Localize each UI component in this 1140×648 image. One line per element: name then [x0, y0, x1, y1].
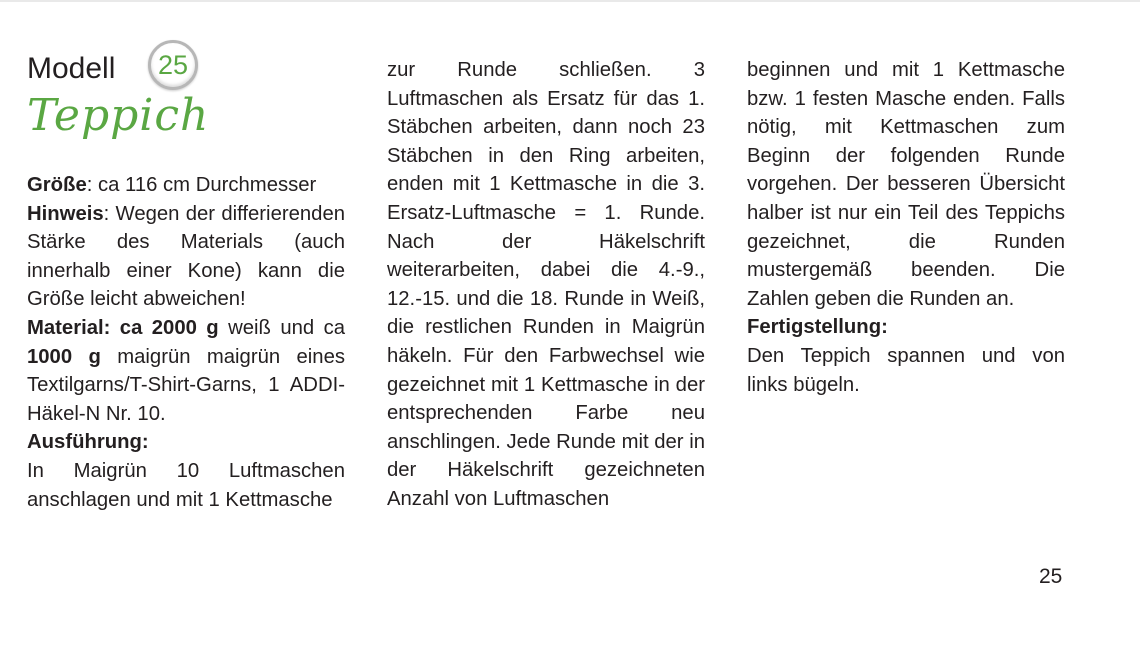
- note-paragraph: [27, 200, 345, 314]
- size-text: : ca 116 cm Durchmesser: [86, 174, 317, 196]
- top-divider: [0, 0, 1140, 2]
- material-paragraph: [27, 314, 345, 428]
- pattern-header: [27, 38, 347, 168]
- size-paragraph: [27, 171, 345, 200]
- column-1: [27, 171, 345, 514]
- instructions-heading: Ausführung:: [27, 431, 149, 454]
- column-3: [747, 56, 1065, 399]
- page-number: 25: [1039, 565, 1063, 588]
- material-text-1: weiß und ca: [218, 316, 346, 339]
- finishing-text: Den Teppich spannen und von links bügeln.: [747, 344, 1065, 396]
- pattern-title: Teppich: [27, 90, 210, 141]
- modell-label: Modell: [27, 52, 116, 85]
- column-2: [387, 56, 705, 514]
- modell-number-badge: 25: [148, 40, 198, 90]
- instructions-text-start: In Maigrün 10 Luftmaschen anschlagen und mit 1 Kettmasche: [27, 459, 345, 511]
- finishing-heading-paragraph: [747, 313, 1065, 342]
- instructions-text-middle: zur Runde schließen. 3 Luftmaschen als Ersatz für das 1. Stäbchen arbeiten, dann noch 23 Stäbchen in den Ring arbeiten, enden mit 1 Kettmasche in die 3. Ersatz-Luftmasche = 1. Runde. Nach der Häkelschrift weiterarbeiten, dabei die 4.-9., 12.-15. und die 18. Runde in Weiß, die restlichen Runden in Maigrün häkeln. Für den Farbwechsel wie gezeichnet mit 1 Kettmasche in der entsprechenden Farbe neu anschlingen. Jede Runde mit der in der Häkelschrift gezeichneten Anzahl von Luftmaschen: [387, 59, 705, 510]
- note-text: : Wegen der differierenden Stärke des Materials (auch innerhalb einer Kone) kann die Größe leicht abweichen!: [27, 202, 345, 311]
- material-bold-2: 1000 g: [27, 345, 101, 368]
- material-label: Material: ca 2000 g: [27, 316, 219, 339]
- instructions-text-end: beginnen und mit 1 Kettmasche bzw. 1 festen Masche enden. Falls nötig, mit Kettmaschen zum Beginn der folgenden Runde vorgehen. Der besseren Übersicht halber ist nur ein Teil des Teppichs gezeichnet, die Runden mustergemäß beenden. Die Zahlen geben die Runden an.: [747, 59, 1065, 310]
- size-label: Größe: [27, 174, 87, 196]
- note-label: Hinweis: [27, 202, 104, 225]
- finishing-heading: Fertigstellung:: [747, 316, 888, 339]
- material-text-2: maigrün maigrün eines Textilgarns/T-Shirt-Garns, 1 ADDI-Häkel-N Nr. 10.: [27, 345, 345, 425]
- instructions-heading-paragraph: [27, 428, 345, 457]
